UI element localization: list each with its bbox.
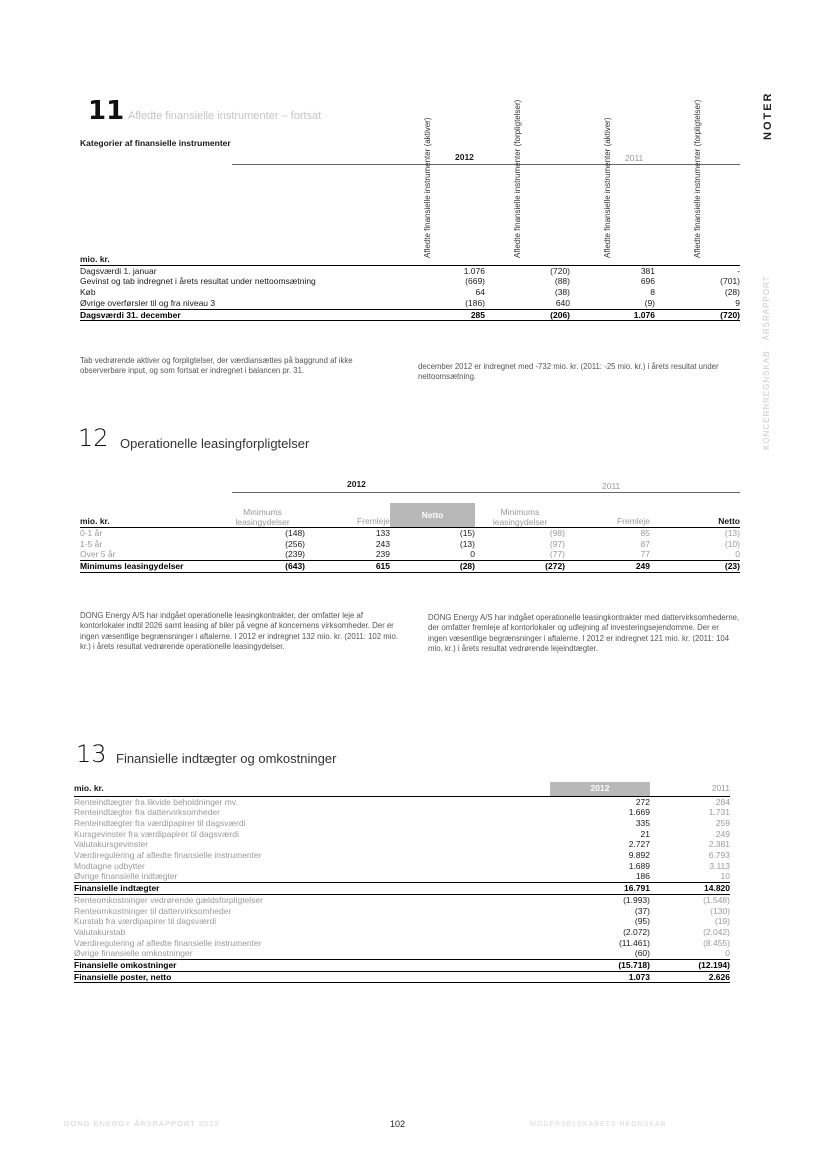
- s12-year-rule: [232, 492, 740, 493]
- s11-year-2012: 2012: [455, 152, 474, 162]
- s12-header-row: mio. kr. Minimums leasingydelser Fremleje Netto Minimums leasingydelser Fremleje Netto: [80, 503, 740, 528]
- table-row: Over 5 år (239) 239 0 (77) 77 0: [80, 549, 740, 560]
- s12-year-2012: 2012: [347, 479, 366, 489]
- table-row: Renteindtægter fra dattervirksomheder 1.669 1.731: [74, 807, 730, 818]
- s13-net-total-row: Finansielle poster, netto 1.073 2.626: [74, 971, 730, 982]
- s11-total-row: Dagsværdi 31. december 285 (206) 1.076 (720): [80, 309, 740, 320]
- s11-unit-label: mio. kr.: [80, 254, 400, 265]
- table-row: Øvrige overførsler til og fra niveau 3 (186) 640 (9) 9: [80, 297, 740, 308]
- table-row: Øvrige finansielle indtægter 186 10: [74, 871, 730, 882]
- table-row: 1-5 år (256) 243 (13) (97) 87 (10): [80, 538, 740, 549]
- table-row: Værdiregulering af afledte finansielle instrumenter (11.461) (8.455): [74, 937, 730, 948]
- section-12-title: Operationelle leasingforpligtelser: [120, 436, 310, 451]
- section-11-number: 11: [88, 96, 125, 126]
- table-row: Kurstab fra værdipapirer til dagsværdi (95) (19): [74, 916, 730, 927]
- section-13-number: 13: [76, 740, 107, 768]
- table-row: 0-1 år (148) 133 (15) (98) 85 (13): [80, 528, 740, 538]
- s11-header-row: [80, 254, 740, 265]
- s13-table: [74, 782, 730, 983]
- table-row: Renteomkostninger vedrørende gældsforpligtelser (1.993) (1.548): [74, 894, 730, 905]
- table-row: Modtagne udbytter 1.689 3.113: [74, 860, 730, 871]
- s11-col-header-3: Afledte finansielle instrumenter (aktiver): [603, 117, 612, 258]
- s11-note-left: Tab vedrørende aktiver og forpligtelser, der værdiansættes på baggrund af ikke observerbare input, og som fortsat er indregnet i balancen pr. 31.: [80, 356, 353, 376]
- s11-col-header-2: Afledte finansielle instrumenter (forpligtelser): [513, 99, 522, 258]
- s12-note-left: DONG Energy A/S har indgået operationelle leasingkontrakter, der omfatter leje af kontorlokaler indtil 2026 samt leasing af biler på vegne af koncernens virksomheder. Der er ingen væsentlige begrænsninger i aftalerne. I 2012 er indregnet 132 mio. kr. (2011: 102 mio. kr.) i årets resultat vedrørende operationelle leasingydelser.: [80, 611, 398, 652]
- table-row: Dagsværdi 1. januar 1.076 (720) 381 -: [80, 265, 740, 276]
- s13-header-row: mio. kr. 2012 2011: [74, 782, 730, 796]
- s12-netto-2012-header: Netto: [390, 503, 475, 528]
- page-number: 102: [390, 1119, 406, 1129]
- s13-income-total-row: Finansielle indtægter 16.791 14.820: [74, 883, 730, 894]
- s11-table: [80, 254, 740, 321]
- side-tab: NOTER: [762, 91, 774, 140]
- table-row: Køb 64 (38) 8 (28): [80, 287, 740, 298]
- footer-left: DONG ENERGY ÅRSRAPPORT 2012: [64, 1119, 220, 1128]
- s12-note-right: DONG Energy A/S har indgået operationelle leasingkontrakter med dattervirksomhederne, der omfatter fremleje af kontorlokaler og udlejning af investeringsejendomme. Der er ingen væsentlige begrænsninger i aftalerne. I 2012 er indregnet 121 mio. kr. (2011: 104 mio. kr.) i årets resultat vedrørende lejeindtægter.: [428, 613, 740, 654]
- table-row: Værdiregulering af afledte finansielle instrumenter 9.892 6.793: [74, 850, 730, 861]
- s12-year-2011: 2011: [602, 481, 621, 491]
- side-running-title: KONCERNREGNSKAB · ÅRSRAPPORT: [762, 275, 771, 450]
- table-row: Renteindtægter fra værdipapirer til dagsværdi 335 259: [74, 817, 730, 828]
- s12-table: [80, 503, 740, 573]
- table-row: Renteomkostninger til dattervirksomheder (37) (130): [74, 905, 730, 916]
- table-row: Valutakursgevinster 2.727 2.381: [74, 839, 730, 850]
- table-row: Kursgevinster fra værdipapirer til dagsværdi 21 249: [74, 828, 730, 839]
- section-13-title: Finansielle indtægter og omkostninger: [116, 751, 337, 766]
- s11-col-header-4: Afledte finansielle instrumenter (forpligtelser): [693, 99, 702, 258]
- section-12-number: 12: [78, 424, 109, 452]
- table-row: Valutakurstab (2.072) (2.042): [74, 926, 730, 937]
- table-row: Øvrige finansielle omkostninger (60) 0: [74, 948, 730, 959]
- s11-year-rule: [232, 164, 740, 165]
- section-11-title: Afledte finansielle instrumenter – fortsat: [128, 110, 322, 122]
- s11-year-2011: 2011: [625, 153, 644, 163]
- s12-total-row: Minimums leasingydelser (643) 615 (28) (272) 249 (23): [80, 561, 740, 572]
- s13-year-2012-header: 2012: [550, 782, 650, 796]
- table-row: Renteindtægter fra likvide beholdninger mv. 272 284: [74, 796, 730, 807]
- s13-cost-total-row: Finansielle omkostninger (15.718) (12.194): [74, 960, 730, 971]
- table-row: Gevinst og tab indregnet i årets resultat under nettoomsætning (669) (88) 696 (701): [80, 276, 740, 287]
- footer-right: MODERSELSKABETS REGNSKAB: [530, 1121, 667, 1128]
- s11-note-right: december 2012 er indregnet med -732 mio. kr. (2011: -25 mio. kr.) i årets resultat under nettoomsætning.: [418, 362, 719, 382]
- s11-col-header-1: Afledte finansielle instrumenter (aktiver): [423, 117, 432, 258]
- section-11-subtitle: Kategorier af finansielle instrumenter: [80, 138, 231, 148]
